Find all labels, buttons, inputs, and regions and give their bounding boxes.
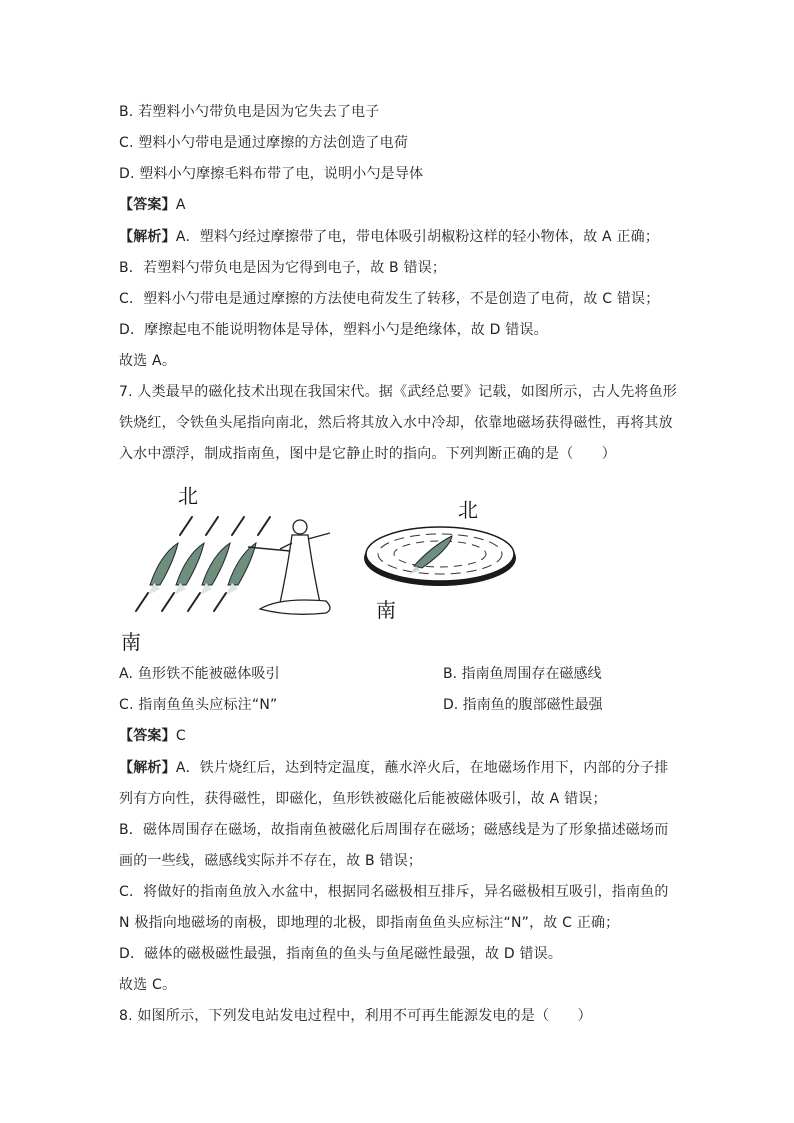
q7-option-c: C. 指南鱼鱼头应标注“N” <box>119 697 278 713</box>
q7-analysis-1: 【解析】A．铁片烧红后，达到特定温度，蘸水淬火后，在地磁场作用下，内部的分子排 <box>119 760 669 776</box>
q7-option-d: D. 指南鱼的腹部磁性最强 <box>443 697 603 713</box>
floating-compass-fish-basin <box>360 520 520 592</box>
q6-option-b: B. 若塑料小勺带负电是因为它失去了电子 <box>119 104 380 120</box>
q6-analysis-4: D．摩擦起电不能说明物体是导体，塑料小勺是绝缘体，故 D 错误。 <box>119 322 548 338</box>
q6-analysis-2: B．若塑料勺带负电是因为它得到电子，故 B 错误； <box>119 260 447 276</box>
q8-stem: 8. 如图所示，下列发电站发电过程中，利用不可再生能源发电的是（ ） <box>119 1008 592 1024</box>
q6-conclusion: 故选 A。 <box>119 353 177 369</box>
q6-analysis-3: C．塑料小勺带电是通过摩擦的方法使电荷发生了转移，不是创造了电荷，故 C 错误； <box>119 291 660 307</box>
q7-option-a: A. 鱼形铁不能被磁体吸引 <box>119 666 280 682</box>
q7-analysis-2: 列有方向性，获得磁性，即磁化，鱼形铁被磁化后能被磁体吸引，故 A 错误； <box>119 791 607 807</box>
analysis-tag: 【解析】 <box>119 760 176 776</box>
magnetization-illustration <box>130 505 350 625</box>
answer-value: C <box>175 728 186 744</box>
q6-option-d: D. 塑料小勺摩擦毛料布带了电，说明小勺是导体 <box>119 166 424 182</box>
q6-analysis-1: 【解析】A．塑料勺经过摩擦带了电，带电体吸引胡椒粉这样的轻小物体，故 A 正确； <box>119 229 660 245</box>
left-figure-south-label: 南 <box>121 630 141 654</box>
q7-stem-3: 入水中漂浮，制成指南鱼，图中是它静止时的指向。下列判断正确的是（ ） <box>119 446 616 462</box>
q7-analysis-6: N 极指向地磁场的南极，即地理的北极，即指南鱼鱼头应标注“N”，故 C 正确； <box>119 915 620 931</box>
q7-analysis-3: B．磁体周围存在磁场，故指南鱼被磁化后周围存在磁场；磁感线是为了形象描述磁场而 <box>119 822 669 838</box>
q7-answer <box>119 726 186 746</box>
q7-stem-2: 铁烧红，令铁鱼头尾指向南北，然后将其放入水中冷却，依靠地磁场获得磁性，再将其放 <box>119 415 673 431</box>
answer-tag: 【答案】 <box>119 197 176 213</box>
q7-conclusion: 故选 C。 <box>119 977 177 993</box>
q7-analysis-7: D．磁体的磁极磁性最强，指南鱼的鱼头与鱼尾磁性最强，故 D 错误。 <box>119 946 563 962</box>
answer-value: A <box>175 197 186 213</box>
left-figure-north-label: 北 <box>178 484 198 508</box>
q7-stem-1: 7. 人类最早的磁化技术出现在我国宋代。据《武经总要》记载，如图所示，古人先将鱼形 <box>119 384 678 400</box>
analysis-tag: 【解析】 <box>119 229 176 245</box>
right-figure-south-label: 南 <box>376 598 396 622</box>
q6-option-c: C. 塑料小勺带电是通过摩擦的方法创造了电荷 <box>119 135 409 151</box>
q7-option-b: B. 指南鱼周围存在磁感线 <box>443 666 602 682</box>
q6-answer <box>119 195 186 215</box>
q7-analysis-5: C．将做好的指南鱼放入水盆中，根据同名磁极相互排斥，异名磁极相互吸引，指南鱼的 <box>119 884 669 900</box>
q7-analysis-4: 画的一些线，磁感线实际并不存在，故 B 错误； <box>119 853 423 869</box>
right-figure-north-label: 北 <box>458 498 478 522</box>
answer-tag: 【答案】 <box>119 728 176 744</box>
